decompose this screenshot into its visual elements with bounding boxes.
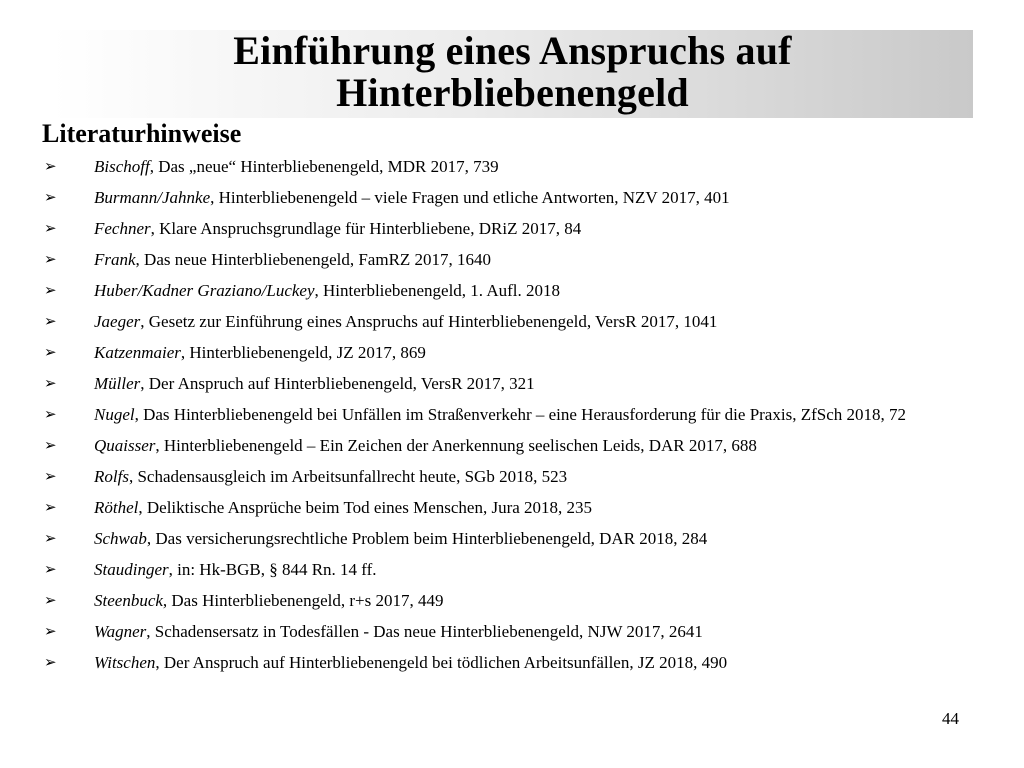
reference-item <box>44 311 986 333</box>
arrow-bullet-icon: ➢ <box>44 655 57 671</box>
reference-text <box>94 652 986 674</box>
reference-author: Bischoff <box>94 157 150 176</box>
reference-text <box>94 280 986 302</box>
reference-item <box>44 280 986 302</box>
reference-details: , Klare Anspruchsgrundlage für Hinterbliebene, DRiZ 2017, 84 <box>150 219 582 238</box>
reference-author: Müller <box>94 374 141 393</box>
reference-item <box>44 249 986 271</box>
reference-item <box>44 187 986 209</box>
arrow-bullet-icon: ➢ <box>44 469 57 485</box>
reference-text <box>94 218 986 240</box>
reference-text <box>94 311 986 333</box>
reference-item <box>44 559 986 581</box>
reference-list <box>44 156 986 683</box>
reference-item <box>44 156 986 178</box>
reference-author: Huber/Kadner Graziano/Luckey <box>94 281 315 300</box>
arrow-bullet-icon: ➢ <box>44 376 57 392</box>
reference-details: , Das versicherungsrechtliche Problem beim Hinterbliebenengeld, DAR 2018, 284 <box>146 529 708 548</box>
section-heading: Literaturhinweise <box>42 119 242 148</box>
reference-details: , Hinterbliebenengeld – Ein Zeichen der Anerkennung seelischen Leids, DAR 2017, 688 <box>155 436 757 455</box>
reference-details: , Schadensersatz in Todesfällen - Das neue Hinterbliebenengeld, NJW 2017, 2641 <box>146 622 703 641</box>
reference-text <box>94 373 986 395</box>
reference-text <box>94 466 986 488</box>
page-number: 44 <box>942 709 959 728</box>
reference-author: Steenbuck <box>94 591 163 610</box>
reference-item <box>44 404 986 426</box>
arrow-bullet-icon: ➢ <box>44 190 57 206</box>
arrow-bullet-icon: ➢ <box>44 438 57 454</box>
arrow-bullet-icon: ➢ <box>44 314 57 330</box>
reference-details: , Hinterbliebenengeld, 1. Aufl. 2018 <box>314 281 561 300</box>
arrow-bullet-icon: ➢ <box>44 159 57 175</box>
reference-details: , in: Hk-BGB, § 844 Rn. 14 ff. <box>168 560 377 579</box>
reference-details: , Das Hinterbliebenengeld bei Unfällen im Straßenverkehr – eine Herausforderung für die Praxis, ZfSch 2018, 72 <box>134 405 906 424</box>
arrow-bullet-icon: ➢ <box>44 283 57 299</box>
reference-text <box>94 590 986 612</box>
arrow-bullet-icon: ➢ <box>44 345 57 361</box>
reference-author: Burmann/Jahnke <box>94 188 211 207</box>
reference-item <box>44 621 986 643</box>
reference-details: , Schadensausgleich im Arbeitsunfallrecht heute, SGb 2018, 523 <box>128 467 568 486</box>
reference-text <box>94 528 986 550</box>
reference-details: , Das neue Hinterbliebenengeld, FamRZ 2017, 1640 <box>135 250 492 269</box>
reference-item <box>44 373 986 395</box>
reference-item <box>44 497 986 519</box>
reference-text <box>94 187 986 209</box>
reference-author: Katzenmaier <box>94 343 181 362</box>
reference-text <box>94 621 986 643</box>
reference-text <box>94 435 986 457</box>
reference-author: Rolfs <box>94 467 129 486</box>
reference-item <box>44 528 986 550</box>
reference-author: Nugel <box>94 405 135 424</box>
reference-item <box>44 218 986 240</box>
arrow-bullet-icon: ➢ <box>44 562 57 578</box>
reference-item <box>44 435 986 457</box>
slide-title-line-1: Einführung eines Anspruchs auf <box>233 28 792 73</box>
arrow-bullet-icon: ➢ <box>44 531 57 547</box>
arrow-bullet-icon: ➢ <box>44 252 57 268</box>
reference-item <box>44 652 986 674</box>
reference-item <box>44 342 986 364</box>
reference-author: Staudinger <box>94 560 169 579</box>
arrow-bullet-icon: ➢ <box>44 407 57 423</box>
reference-details: , Hinterbliebenengeld – viele Fragen und etliche Antworten, NZV 2017, 401 <box>210 188 730 207</box>
arrow-bullet-icon: ➢ <box>44 221 57 237</box>
reference-author: Fechner <box>94 219 151 238</box>
reference-details: , Der Anspruch auf Hinterbliebenengeld bei tödlichen Arbeitsunfällen, JZ 2018, 490 <box>155 653 728 672</box>
reference-author: Jaeger <box>94 312 141 331</box>
reference-text <box>94 497 986 519</box>
reference-details: , Das „neue“ Hinterbliebenengeld, MDR 2017, 739 <box>149 157 499 176</box>
slide-title <box>52 30 973 114</box>
reference-details: , Der Anspruch auf Hinterbliebenengeld, VersR 2017, 321 <box>140 374 535 393</box>
reference-author: Witschen <box>94 653 156 672</box>
reference-text <box>94 559 986 581</box>
reference-details: , Hinterbliebenengeld, JZ 2017, 869 <box>180 343 426 362</box>
reference-details: , Gesetz zur Einführung eines Anspruchs auf Hinterbliebenengeld, VersR 2017, 1041 <box>140 312 718 331</box>
arrow-bullet-icon: ➢ <box>44 500 57 516</box>
reference-author: Wagner <box>94 622 147 641</box>
arrow-bullet-icon: ➢ <box>44 624 57 640</box>
arrow-bullet-icon: ➢ <box>44 593 57 609</box>
reference-text <box>94 156 986 178</box>
reference-text <box>94 249 986 271</box>
reference-details: , Deliktische Ansprüche beim Tod eines Menschen, Jura 2018, 235 <box>138 498 593 517</box>
reference-author: Quaisser <box>94 436 156 455</box>
reference-author: Schwab <box>94 529 147 548</box>
reference-author: Röthel <box>94 498 139 517</box>
reference-item <box>44 590 986 612</box>
reference-author: Frank <box>94 250 136 269</box>
slide-title-line-2: Hinterbliebenengeld <box>336 70 689 115</box>
reference-details: , Das Hinterbliebenengeld, r+s 2017, 449 <box>162 591 444 610</box>
reference-text <box>94 404 986 426</box>
reference-text <box>94 342 986 364</box>
reference-item <box>44 466 986 488</box>
